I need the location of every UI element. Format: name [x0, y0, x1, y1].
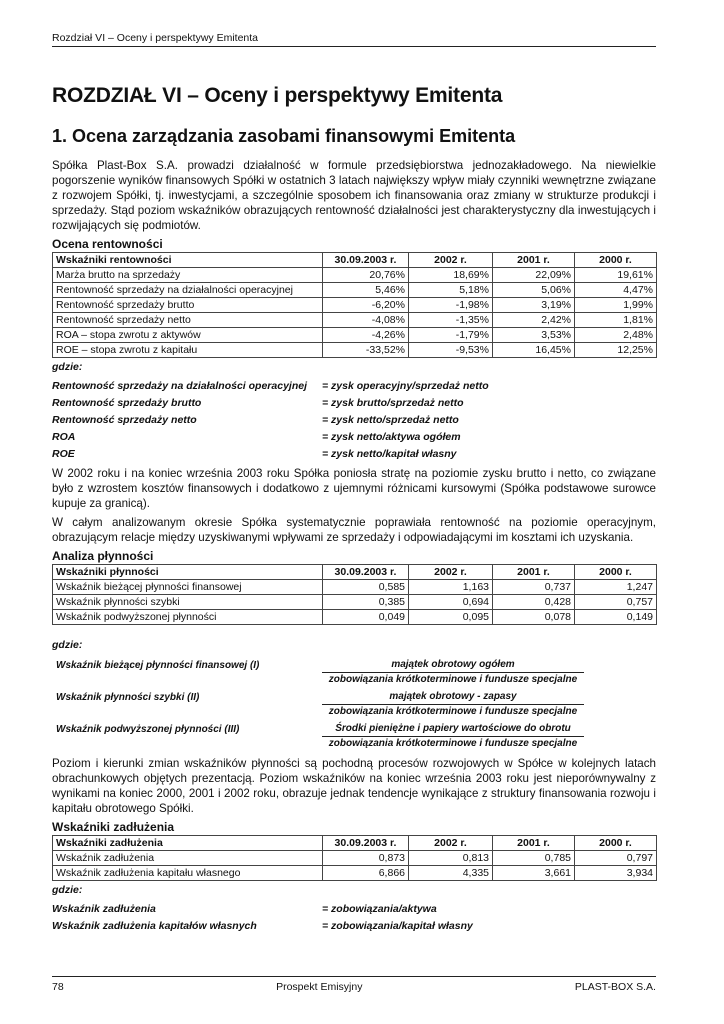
page-footer [52, 976, 656, 993]
table-cell: -6,20% [323, 298, 409, 313]
column-header: 30.09.2003 r. [323, 253, 409, 268]
formula-name: ROE [52, 448, 75, 460]
column-header: Wskaźniki płynności [53, 565, 323, 580]
section-title: 1. Ocena zarządzania zasobami finansowymi Emitenta [52, 126, 516, 146]
formula-name: Wskaźnik bieżącej płynności finansowej (I) [56, 660, 260, 671]
table-cell: 3,934 [575, 866, 657, 881]
table-cell: Wskaźnik zadłużenia kapitału własnego [53, 866, 323, 881]
table-cell: 1,163 [409, 580, 493, 595]
table-header-row [53, 253, 657, 268]
table-cell: 19,61% [575, 268, 657, 283]
formula-name: Wskaźnik zadłużenia kapitałów własnych [52, 920, 257, 932]
table-cell: 16,45% [493, 343, 575, 358]
table-cell: 1,247 [575, 580, 657, 595]
table-cell: 0,737 [493, 580, 575, 595]
column-header: Wskaźniki zadłużenia [53, 836, 323, 851]
where-label: gdzie: [52, 361, 83, 373]
column-header: 30.09.2003 r. [323, 836, 409, 851]
table-cell: -4,26% [323, 328, 409, 343]
profitability-table [52, 252, 657, 358]
table-cell: Rentowność sprzedaży brutto [53, 298, 323, 313]
table-cell: Wskaźnik zadłużenia [53, 851, 323, 866]
table-row [53, 298, 657, 313]
table-cell: 0,149 [575, 610, 657, 625]
table-cell: 5,18% [409, 283, 493, 298]
formula-definition: = zysk netto/kapitał własny [322, 448, 457, 460]
table-cell: 2,48% [575, 328, 657, 343]
table-caption: Analiza płynności [52, 549, 154, 563]
table-cell: Wskaźnik płynności szybki [53, 595, 323, 610]
formula-row [52, 446, 656, 463]
formula-row [52, 901, 656, 918]
header-rule [52, 46, 656, 47]
table-row [53, 610, 657, 625]
table-cell: 1,99% [575, 298, 657, 313]
formula-row [52, 378, 656, 395]
table-cell: -1,98% [409, 298, 493, 313]
column-header: 2000 r. [575, 836, 657, 851]
formula-name: Rentowność sprzedaży brutto [52, 397, 202, 409]
table-cell: Rentowność sprzedaży na działalności operacyjnej [53, 283, 323, 298]
denominator: zobowiązania krótkoterminowe i fundusze specjalne [328, 738, 578, 749]
table-cell: 20,76% [323, 268, 409, 283]
formula-definition: = zobowiązania/aktywa [322, 903, 437, 915]
formula-name: ROA [52, 431, 76, 443]
table-cell: 0,873 [323, 851, 409, 866]
table-cell: 4,335 [409, 866, 493, 881]
debt-table [52, 835, 657, 881]
table-cell: 22,09% [493, 268, 575, 283]
formula-name: Wskaźnik zadłużenia [52, 903, 156, 915]
table-cell: 0,385 [323, 595, 409, 610]
table-cell: 0,585 [323, 580, 409, 595]
table-cell: -1,35% [409, 313, 493, 328]
table-cell: ROA – stopa zwrotu z aktywów [53, 328, 323, 343]
formula-name: Wskaźnik podwyższonej płynności (III) [56, 724, 240, 735]
table-caption: Wskaźniki zadłużenia [52, 820, 175, 834]
fraction-formula [56, 690, 656, 720]
table-cell: 0,428 [493, 595, 575, 610]
table-cell: Wskaźnik podwyższonej płynności [53, 610, 323, 625]
table-row [53, 595, 657, 610]
column-header: 2002 r. [409, 253, 493, 268]
table-row [53, 328, 657, 343]
formula-name: Rentowność sprzedaży netto [52, 414, 197, 426]
footer-right: PLAST-BOX S.A. [574, 981, 656, 993]
column-header: Wskaźniki rentowności [53, 253, 323, 268]
table-cell: 2,42% [493, 313, 575, 328]
table-cell: 0,757 [575, 595, 657, 610]
chapter-title: ROZDZIAŁ VI – Oceny i perspektywy Emitenta [52, 84, 503, 107]
column-header: 2002 r. [409, 565, 493, 580]
table-cell: 18,69% [409, 268, 493, 283]
table-cell: 3,19% [493, 298, 575, 313]
column-header: 2000 r. [575, 565, 657, 580]
table-row [53, 580, 657, 595]
fraction [322, 722, 584, 752]
table-row [53, 313, 657, 328]
table-caption: Ocena rentowności [52, 237, 163, 251]
table-row [53, 851, 657, 866]
formula-definition: = zobowiązania/kapitał własny [322, 920, 473, 932]
denominator: zobowiązania krótkoterminowe i fundusze specjalne [328, 706, 578, 717]
running-header: Rozdział VI – Oceny i perspektywy Emitenta [52, 32, 259, 44]
formula-definition: = zysk netto/sprzedaż netto [322, 414, 459, 426]
column-header: 2002 r. [409, 836, 493, 851]
column-header: 2001 r. [493, 253, 575, 268]
table-cell: -4,08% [323, 313, 409, 328]
table-cell: ROE – stopa zwrotu z kapitału [53, 343, 323, 358]
fraction-formula [56, 658, 656, 688]
formula-row [52, 429, 656, 446]
table-cell: Rentowność sprzedaży netto [53, 313, 323, 328]
table-cell: 5,06% [493, 283, 575, 298]
table-row [53, 268, 657, 283]
numerator: Środki pieniężne i papiery wartościowe do obrotu [322, 722, 584, 737]
table-cell: 0,785 [493, 851, 575, 866]
formula-row [52, 918, 656, 935]
formula-name: Rentowność sprzedaży na działalności operacyjnej [52, 380, 307, 392]
formula-row [52, 412, 656, 429]
table-row [53, 343, 657, 358]
table-cell: 3,53% [493, 328, 575, 343]
formula-definition: = zysk netto/aktywa ogółem [322, 431, 461, 443]
footer-center: Prospekt Emisyjny [276, 981, 363, 993]
paragraph: Poziom i kierunki zmian wskaźników płynności są pochodną procesów rozwojowych w Spółce w kolejnych latach obrachunkowych objętych prezentacją. Poziom wskaźników na koniec września 2003 roku jest nieporównywalny z wynikami na koniec 2000, 2001 i 2002 roku, obrazuje jednak tendencje wynikające z struktury finansowania rozwoju i kapitału obrotowego Spółki. [52, 757, 656, 815]
fraction [322, 690, 584, 720]
column-header: 2001 r. [493, 565, 575, 580]
table-cell: Marża brutto na sprzedaży [53, 268, 323, 283]
table-cell: -9,53% [409, 343, 493, 358]
formula-definition: = zysk operacyjny/sprzedaż netto [322, 380, 489, 392]
document-page [52, 0, 656, 1024]
table-header-row [53, 836, 657, 851]
formula-name: Wskaźnik płynności szybki (II) [56, 692, 200, 703]
table-cell: 1,81% [575, 313, 657, 328]
column-header: 30.09.2003 r. [323, 565, 409, 580]
where-label: gdzie: [52, 639, 83, 651]
formula-definition: = zysk brutto/sprzedaż netto [322, 397, 464, 409]
formula-row [52, 395, 656, 412]
table-cell: 6,866 [323, 866, 409, 881]
table-cell: 0,797 [575, 851, 657, 866]
table-cell: -1,79% [409, 328, 493, 343]
table-cell: Wskaźnik bieżącej płynności finansowej [53, 580, 323, 595]
table-cell: 3,661 [493, 866, 575, 881]
table-cell: -33,52% [323, 343, 409, 358]
page-number: 78 [52, 981, 64, 993]
table-cell: 0,095 [409, 610, 493, 625]
table-header-row [53, 565, 657, 580]
where-label: gdzie: [52, 884, 83, 896]
numerator: majątek obrotowy - zapasy [322, 690, 584, 705]
table-row [53, 283, 657, 298]
paragraph: Spółka Plast-Box S.A. prowadzi działalność w formule przedsiębiorstwa jednozakładowego. Na niewielkie pogorszenie wyników finansowych Spółki w ostatnich 3 latach największy wpływ miały czynniki wewnętrzne związane z rozwojem Spółki, tj. inwestycjami, a szczególnie sposobem ich finansowania oraz zmiany w strukturze produkcji i sprzedaży. Stąd poziom wskaźników obrazujących rentowność działalności jest charakterystyczny dla inwestujących i rozwijających się podmiotów. [52, 159, 656, 232]
paragraph: W 2002 roku i na koniec września 2003 roku Spółka poniosła stratę na poziomie zysku brutto i netto, co związane było z wzrostem kosztów finansowych i dodatkowo z ujemnymi różnicami kursowymi (Spółka podstawowe surowce kupuje za granicą). [52, 467, 656, 510]
table-cell: 0,078 [493, 610, 575, 625]
column-header: 2000 r. [575, 253, 657, 268]
denominator: zobowiązania krótkoterminowe i fundusze specjalne [328, 674, 578, 685]
table-row [53, 866, 657, 881]
table-cell: 5,46% [323, 283, 409, 298]
table-cell: 0,694 [409, 595, 493, 610]
table-cell: 12,25% [575, 343, 657, 358]
liquidity-table [52, 564, 657, 625]
numerator: majątek obrotowy ogółem [322, 658, 584, 673]
column-header: 2001 r. [493, 836, 575, 851]
fraction-formula [56, 722, 656, 752]
table-cell: 0,049 [323, 610, 409, 625]
table-cell: 4,47% [575, 283, 657, 298]
paragraph: W całym analizowanym okresie Spółka systematycznie poprawiała rentowność na poziomie operacyjnym, obrazującym relacje między uzyskiwanymi wpływami ze sprzedaży i odpowiadającymi im kosztami ich uzyskania. [52, 516, 656, 544]
table-cell: 0,813 [409, 851, 493, 866]
fraction [322, 658, 584, 688]
